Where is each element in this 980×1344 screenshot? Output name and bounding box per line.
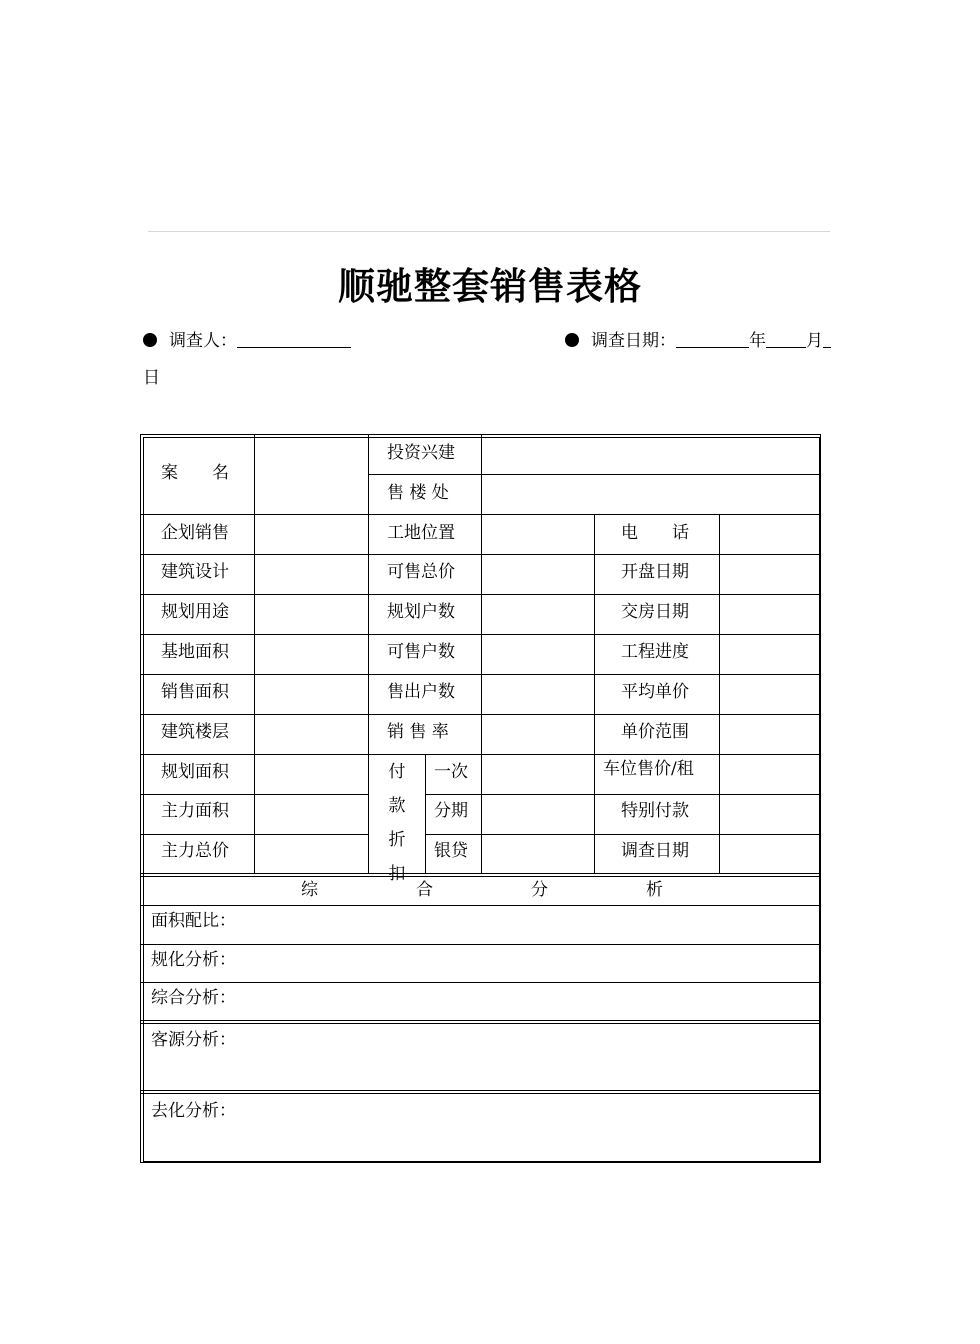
grid-line: [426, 794, 820, 795]
row-label: 一次: [434, 762, 468, 782]
row-label: 银贷: [434, 841, 468, 861]
month-label: 月: [806, 331, 823, 351]
day-label: 日: [143, 368, 160, 388]
analysis-heading-char: 合: [416, 880, 433, 900]
row-label: 调查日期: [621, 841, 689, 861]
payment-discount-char: 扣: [388, 864, 406, 884]
row-label: 车位售价/租: [603, 759, 694, 779]
row-label: 规划户数: [387, 602, 455, 622]
month-blank[interactable]: [766, 329, 806, 348]
row-label: 规划用途: [161, 602, 229, 622]
row-label: 销 售 率: [387, 722, 449, 742]
planning-analysis-label: 规化分析：: [151, 950, 236, 970]
row-label: 工地位置: [387, 523, 455, 543]
row-label: 开盘日期: [621, 562, 689, 582]
bullet-icon: [565, 333, 579, 347]
grid-line: [368, 435, 369, 873]
grid-line: [369, 474, 820, 475]
row-label: 特别付款: [621, 801, 689, 821]
grid-line: [254, 435, 255, 873]
grid-line: [141, 876, 820, 877]
grid-line: [594, 514, 595, 873]
grid-line: [141, 1020, 820, 1021]
row-label: 规划面积: [161, 762, 229, 782]
row-label: 单价范围: [621, 722, 689, 742]
grid-line: [141, 982, 820, 983]
payment-discount-char: 款: [388, 796, 406, 816]
grid-line: [141, 1090, 820, 1091]
sales-survey-table: [140, 434, 821, 1163]
row-label: 建筑设计: [161, 562, 229, 582]
survey-date-field: [565, 329, 831, 353]
top-rule: [148, 231, 830, 232]
payment-discount-char: 折: [388, 830, 406, 850]
developer-label: 投资兴建: [387, 443, 455, 463]
row-label: 分期: [434, 801, 468, 821]
grid-line: [425, 754, 426, 873]
grid-line: [141, 1093, 820, 1094]
row-label: 售出户数: [387, 682, 455, 702]
row-label: 销售面积: [161, 682, 229, 702]
row-label: 主力总价: [161, 841, 229, 861]
row-label: 建筑楼层: [161, 722, 229, 742]
sales-office-label: 售 楼 处: [387, 483, 449, 503]
row-label: 可售户数: [387, 642, 455, 662]
grid-line: [141, 794, 369, 795]
grid-line: [141, 873, 820, 874]
survey-date-label: 调查日期：: [591, 331, 676, 351]
overall-analysis-label: 综合分析：: [151, 988, 236, 1008]
document-title: 顺驰整套销售表格: [338, 265, 642, 308]
investigator-label: 调查人：: [169, 331, 237, 351]
grid-line: [141, 944, 820, 945]
grid-line: [141, 1023, 820, 1024]
analysis-heading-char: 分: [531, 880, 548, 900]
area-ratio-label: 面积配比：: [151, 911, 236, 931]
analysis-heading-char: 析: [646, 880, 663, 900]
row-label: 基地面积: [161, 642, 229, 662]
grid-line: [719, 514, 720, 873]
row-label: 可售总价: [387, 562, 455, 582]
bullet-icon: [143, 333, 157, 347]
grid-line: [141, 834, 369, 835]
row-label: 交房日期: [621, 602, 689, 622]
row-label: 平均单价: [621, 682, 689, 702]
year-blank[interactable]: [676, 329, 749, 348]
row-label: 主力面积: [161, 801, 229, 821]
grid-line: [481, 435, 482, 873]
payment-discount-char: 付: [388, 762, 406, 782]
row-label: 企划销售: [161, 523, 229, 543]
day-blank[interactable]: [823, 329, 831, 348]
grid-line: [141, 905, 820, 906]
row-label: 工程进度: [621, 642, 689, 662]
investigator-field: [143, 329, 351, 353]
investigator-blank[interactable]: [237, 329, 351, 348]
analysis-heading-char: 综: [301, 880, 318, 900]
row-label: 电 话: [621, 523, 689, 543]
grid-line: [426, 834, 820, 835]
absorption-analysis-label: 去化分析：: [151, 1101, 236, 1121]
payment-discount-label: [385, 755, 409, 884]
project-name-label: 案 名: [161, 463, 229, 483]
year-label: 年: [749, 331, 766, 351]
customer-analysis-label: 客源分析：: [151, 1030, 236, 1050]
